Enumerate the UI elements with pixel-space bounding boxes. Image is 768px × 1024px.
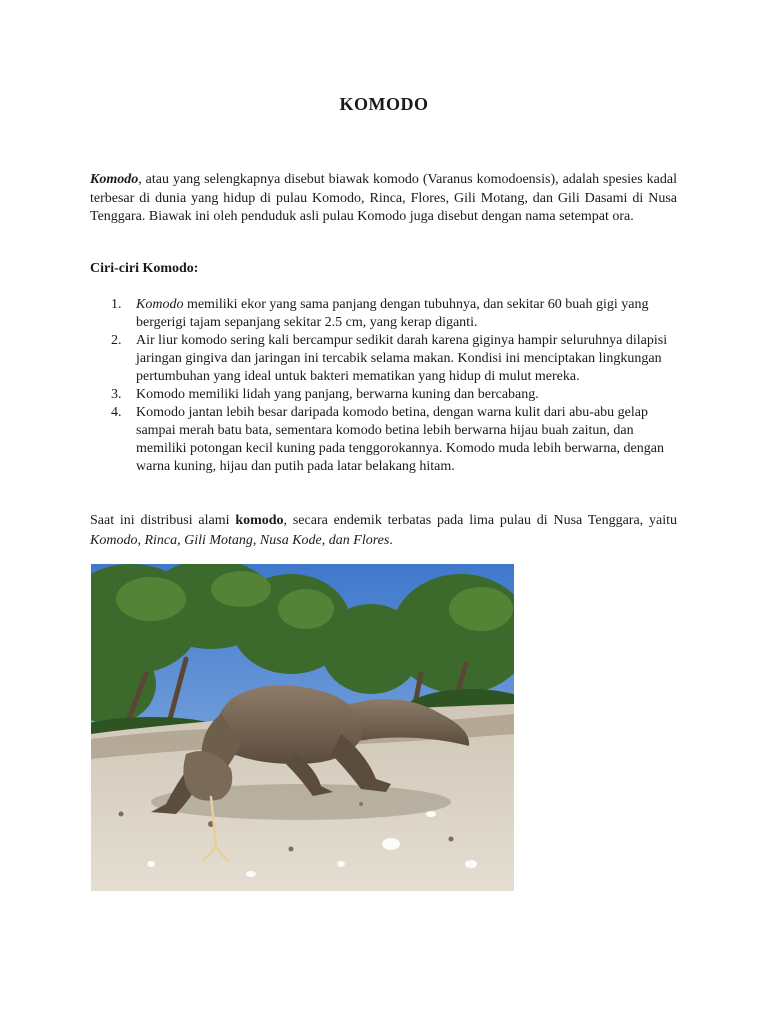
- list-item: [90, 386, 677, 404]
- list-item-number: 4.: [111, 405, 122, 420]
- list-item-italic-lead: Komodo: [136, 297, 184, 312]
- list-item: [90, 332, 677, 386]
- distribution-text-before: Saat ini distribusi alami: [90, 513, 236, 528]
- intro-lead-term: Komodo: [90, 172, 139, 187]
- features-list: [90, 296, 677, 476]
- komodo-photo: [91, 564, 514, 891]
- distribution-bold-term: komodo: [235, 513, 284, 528]
- intro-paragraph: [90, 171, 677, 227]
- intro-text: , atau yang selengkapnya disebut biawak komodo (Varanus komodoensis), adalah spesies kadal terbesar di dunia yang hidup di pulau Komodo, Rinca, Flores, Gili Motang, dan Gili Dasami di Nusa Tenggara. Biawak ini oleh penduduk asli pulau Komodo juga disebut dengan nama setempat ora.: [90, 172, 677, 224]
- list-item-number: 2.: [111, 333, 122, 348]
- komodo-photo-illustration: [91, 564, 514, 891]
- list-item-text: memiliki ekor yang sama panjang dengan tubuhnya, dan sekitar 60 buah gigi yang bergerigi tajam sepanjang sekitar 2.5 cm, yang kerap diganti.: [136, 297, 649, 330]
- list-item-number: 3.: [111, 387, 122, 402]
- distribution-text-after: .: [389, 533, 393, 548]
- distribution-island-list: Komodo, Rinca, Gili Motang, Nusa Kode, dan Flores: [90, 533, 390, 548]
- list-item-number: 1.: [111, 297, 122, 312]
- features-heading: Ciri-ciri Komodo:: [90, 261, 199, 276]
- list-item: [90, 296, 677, 332]
- list-item-text: Air liur komodo sering kali bercampur sedikit darah karena giginya hampir seluruhnya dilapisi jaringan gingiva dan jaringan ini tercabik selama makan. Kondisi ini menciptakan lingkungan pertumbuhan yang ideal untuk bakteri mematikan yang hidup di mulut mereka.: [136, 333, 668, 384]
- distribution-paragraph: [90, 511, 677, 551]
- list-item: [90, 404, 677, 476]
- list-item-text: Komodo jantan lebih besar daripada komodo betina, dengan warna kulit dari abu-abu gelap sampai merah batu bata, sementara komodo betina lebih berwarna hijau buah zaitun, dan memiliki potongan kecil kuning pada tenggorokannya. Komodo muda lebih berwarna, dengan warna kuning, hijau dan putih pada latar belakang hitam.: [136, 405, 664, 474]
- distribution-text-middle: , secara endemik terbatas pada lima pulau di Nusa Tenggara, yaitu: [283, 513, 677, 528]
- list-item-text: Komodo memiliki lidah yang panjang, berwarna kuning dan bercabang.: [136, 387, 539, 402]
- page-title: KOMODO: [339, 94, 429, 114]
